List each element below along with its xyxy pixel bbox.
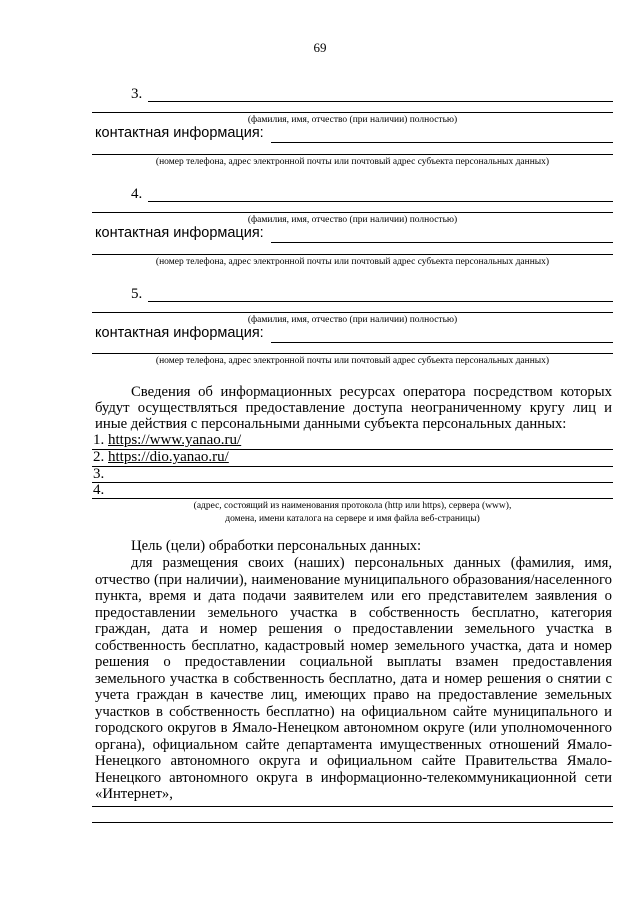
name-field-line[interactable] (148, 201, 613, 202)
contact-caption: (номер телефона, адрес электронной почты или почтовый адрес субъекта персональных данных) (155, 157, 550, 167)
resources-intro: Сведения об информационных ресурсах оператора посредством которых будут осуществляться предоставление доступа неограниченному кругу лиц и иные действия с персональными данными субъекта персональных данных: (95, 384, 612, 433)
entry-number: 4. (131, 186, 143, 202)
entry-number: 5. (131, 286, 143, 302)
resource-link-1[interactable]: https://www.yanao.ru/ (108, 432, 242, 448)
resource-line[interactable] (92, 482, 613, 483)
resources-caption-line2: домена, имени каталога на сервере и имя файла веб-страницы) (225, 514, 480, 524)
resource-item-3 (93, 467, 104, 482)
resource-item-1 (93, 433, 241, 448)
name-field-line[interactable] (148, 301, 613, 302)
contact-continuation-line[interactable] (92, 154, 613, 155)
name-continuation-line[interactable] (92, 212, 613, 213)
resource-line (92, 466, 613, 467)
contact-label: контактная информация: (95, 125, 264, 141)
resource-number: 3. (93, 466, 105, 482)
contact-field-line[interactable] (271, 242, 613, 243)
name-continuation-line[interactable] (92, 312, 613, 313)
contact-label: контактная информация: (95, 325, 264, 341)
resource-number: 2. (93, 449, 105, 465)
page-number: 69 (313, 40, 327, 55)
name-field-line[interactable] (148, 101, 613, 102)
contact-continuation-line[interactable] (92, 254, 613, 255)
resources-caption-line1: (адрес, состоящий из наименования протокола (http или https), сервера (www), (193, 501, 512, 511)
contact-label: контактная информация: (95, 225, 264, 241)
resource-line[interactable] (92, 498, 613, 499)
resource-link-2[interactable]: https://dio.yanao.ru/ (108, 449, 229, 465)
resource-item-4 (93, 483, 104, 498)
name-caption: (фамилия, имя, отчество (при наличии) полностью) (247, 215, 458, 225)
resource-item-2 (93, 450, 229, 465)
name-caption: (фамилия, имя, отчество (при наличии) полностью) (247, 315, 458, 325)
contact-field-line[interactable] (271, 142, 613, 143)
contact-caption: (номер телефона, адрес электронной почты или почтовый адрес субъекта персональных данных) (155, 257, 550, 267)
resource-number: 1. (93, 432, 105, 448)
name-caption: (фамилия, имя, отчество (при наличии) полностью) (247, 115, 458, 125)
purpose-extra-line-1[interactable] (92, 806, 613, 807)
entry-number: 3. (131, 86, 143, 102)
contact-continuation-line[interactable] (92, 353, 613, 354)
contact-caption: (номер телефона, адрес электронной почты или почтовый адрес субъекта персональных данных) (155, 356, 550, 366)
resource-number: 4. (93, 482, 105, 498)
purpose-extra-line-2[interactable] (92, 822, 613, 823)
name-continuation-line[interactable] (92, 112, 613, 113)
contact-field-line[interactable] (271, 342, 613, 343)
purpose-text: для размещения своих (наших) персональных данных (фамилия, имя, отчество (при наличии), наименование муниципального образования/населенного пункта, время и дата подачи заявителем или его представителем заявления о предоставлении земельного участка в собственность бесплатно, категория граждан, дата и номер решения о предоставлении земельного участка в собственность бесплатно, кадастровый номер земельного участка, дата и номер решения о предоставлении социальной выплаты взамен предоставления земельного участка в собственность бесплатно, дата и номер решения о снятии с учета граждан в качестве лиц, имеющих право на предоставление земельных участков в собственность бесплатно) на официальном сайте муниципального и городского округов в Ямало-Ненецком автономном округе (или уполномоченного органа), официальном сайте департамента имущественных отношений Ямало-Ненецкого автономного округа и официальном сайте Правительства Ямало-Ненецкого автономного округа в информационно-телекоммуникационной сети «Интернет», (95, 555, 612, 802)
purpose-heading: Цель (цели) обработки персональных данных: (131, 538, 422, 554)
